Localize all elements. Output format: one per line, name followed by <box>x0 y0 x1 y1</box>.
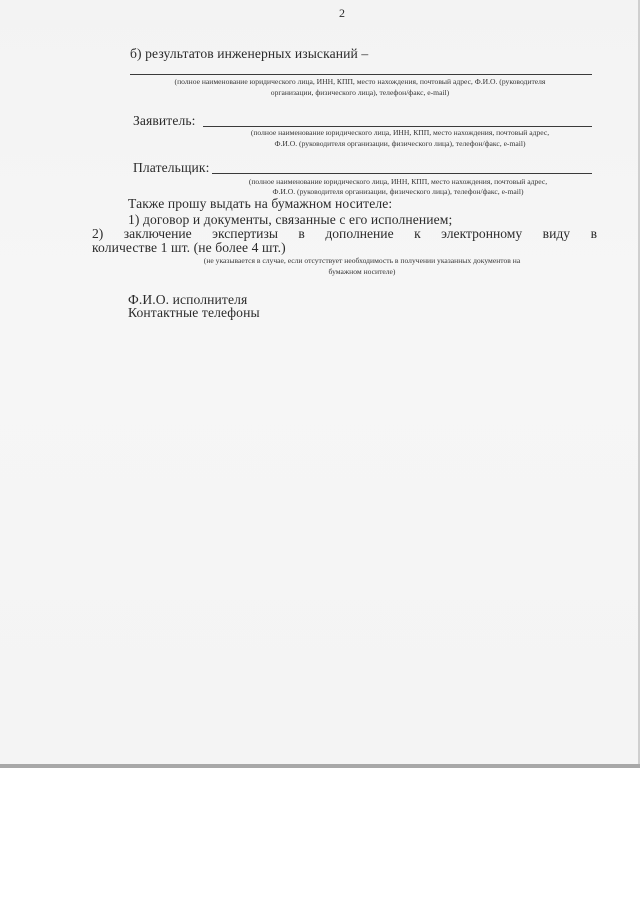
page-edge <box>0 764 640 768</box>
applicant-hint-2: Ф.И.О. (руководителя организации, физического лица), телефон/факс, e-mail) <box>274 139 526 148</box>
section-b-label: б) результатов инженерных изысканий – <box>130 46 369 61</box>
payer-underline <box>212 173 592 174</box>
paper-request-item-1: 1) договор и документы, связанные с его исполнением; <box>128 212 453 227</box>
payer-hint-2: Ф.И.О. (руководителя организации, физического лица), телефон/факс, e-mail) <box>272 187 524 196</box>
page-number: 2 <box>339 6 345 20</box>
executor-name-label: Ф.И.О. исполнителя <box>128 292 248 307</box>
section-b-underline <box>130 74 592 75</box>
payer-label: Плательщик: <box>133 160 210 175</box>
payer-hint-1: (полное наименование юридического лица, ИНН, КПП, место нахождения, почтовый адрес, <box>248 177 548 186</box>
paper-request-item-2-line-2: количестве 1 шт. (не более 4 шт.) <box>92 240 286 255</box>
section-b-hint-2: организации, физического лица), телефон/факс, e-mail) <box>270 88 450 97</box>
contact-phones-label: Контактные телефоны <box>128 305 260 320</box>
applicant-hint-1: (полное наименование юридического лица, ИНН, КПП, место нахождения, почтовый адрес, <box>250 128 550 137</box>
section-b-hint-1: (полное наименование юридического лица, ИНН, КПП, место нахождения, почтовый адрес, Ф.И.О. (руководителя <box>174 77 546 86</box>
paper-request-item-2-line-1: 2) заключение экспертизы в дополнение к электронному виду в <box>92 226 597 241</box>
paper-request-note-1: (не указывается в случае, если отсутствует необходимость в получении указанных документов на <box>203 256 521 265</box>
paper-request-intro: Также прошу выдать на бумажном носителе: <box>128 196 393 211</box>
applicant-label: Заявитель: <box>133 113 196 128</box>
paper-request-note-2: бумажном носителе) <box>328 267 396 276</box>
